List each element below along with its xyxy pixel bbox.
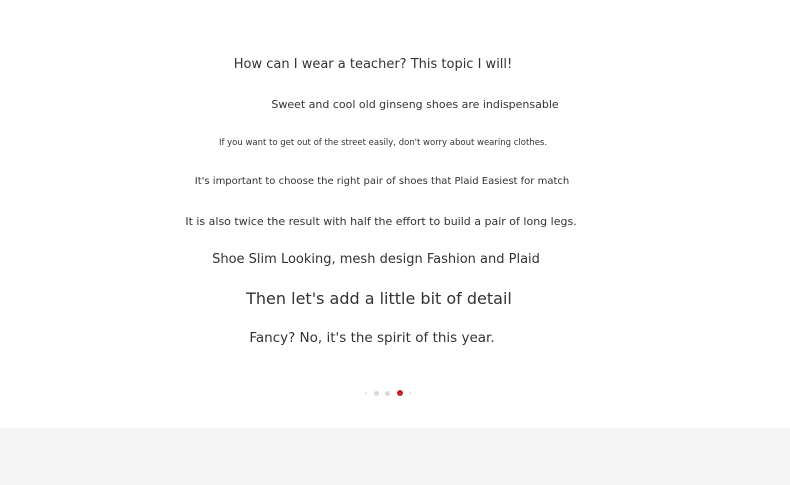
story-line-4: It's important to choose the right pair of shoes that Plaid Easiest for match [194,176,570,187]
carousel-pagination [365,389,411,397]
story-line-6: Shoe Slim Looking, mesh design Fashion and Plaid [212,252,540,267]
pagination-dot[interactable] [365,392,367,394]
pagination-dot[interactable] [374,391,379,396]
footer-band [0,428,790,485]
story-line-1: How can I wear a teacher? This topic I will! [233,57,513,72]
story-line-2: Sweet and cool old ginseng shoes are indispensable [271,98,559,111]
story-line-5: It is also twice the result with half the effort to build a pair of long legs. [185,215,577,228]
story-line-8: Fancy? No, it's the spirit of this year. [249,330,495,346]
pagination-dot[interactable] [385,391,390,396]
story-line-7: Then let's add a little bit of detail [246,289,512,308]
pagination-dot-active[interactable] [397,390,403,396]
story-line-3: If you want to get out of the street easily, don't worry about wearing clothes. [218,138,548,148]
pagination-dot[interactable] [409,392,411,394]
